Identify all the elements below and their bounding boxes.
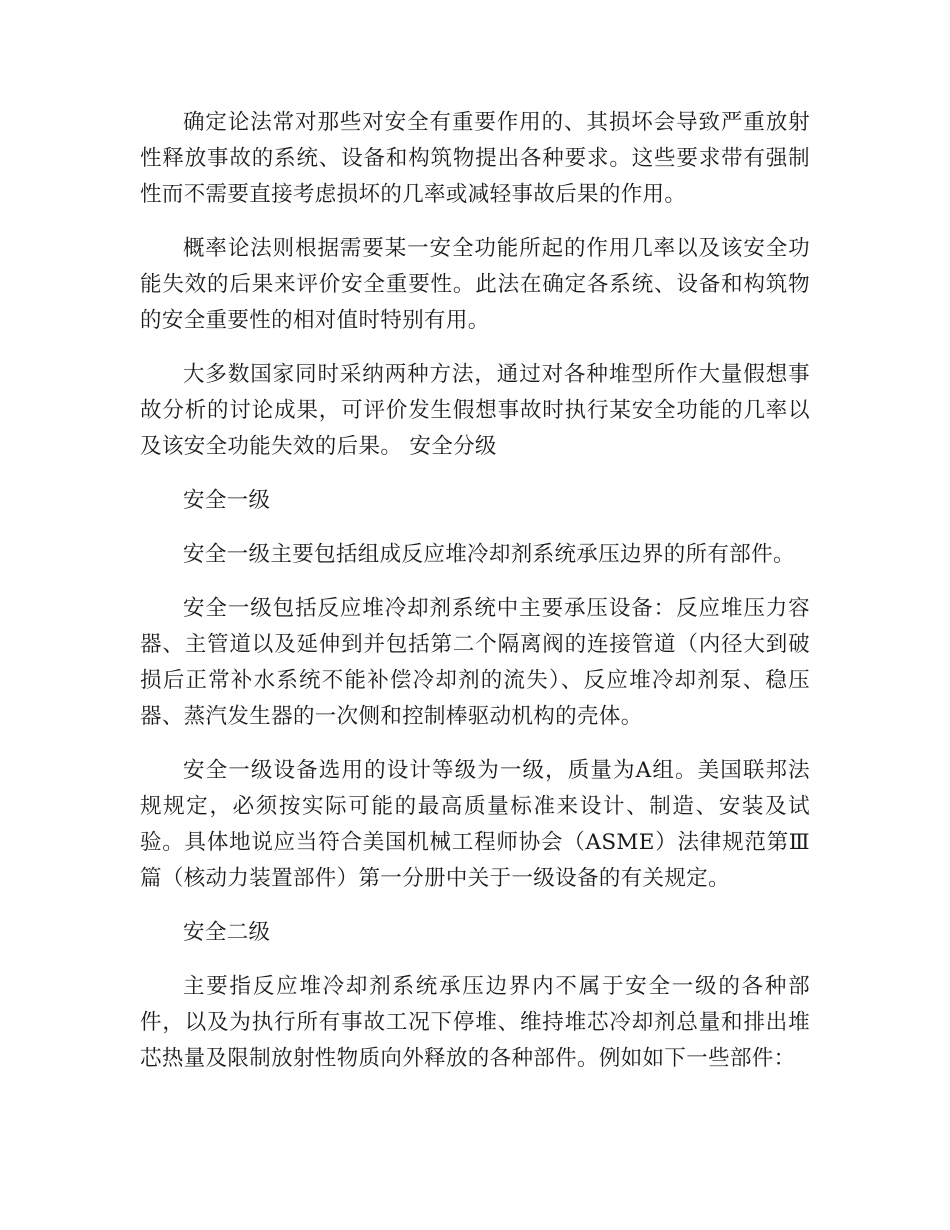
paragraph-probabilistic-method: 概率论法则根据需要某一安全功能所起的作用几率以及该安全功能失效的后果来评价安全重要性。此法在确定各系统、设备和构筑物的安全重要性的相对值时特别有用。 — [140, 236, 810, 333]
paragraph-deterministic-method: 确定论法常对那些对安全有重要作用的、其损坏会导致严重放射性释放事故的系统、设备和构筑物提出各种要求。这些要求带有强制性而不需要直接考虑损坏的几率或减轻事故后果的作用。 — [140, 110, 810, 207]
heading-safety-class-2: 安全二级 — [183, 920, 271, 945]
paragraph-class-1-equipment: 安全一级包括反应堆冷却剂系统中主要承压设备：反应堆压力容器、主管道以及延伸到并包括第二个隔离阀的连接管道（内径大到破损后正常补水系统不能补偿冷却剂的流失）、反应堆冷却剂泵、稳压器、蒸汽发生器的一次侧和控制棒驱动机构的壳体。 — [140, 596, 810, 729]
paragraph-class-1-design: 安全一级设备选用的设计等级为一级，质量为A组。美国联邦法规规定，必须按实际可能的最高质量标准来设计、制造、安装及试验。具体地说应当符合美国机械工程师协会（ASME）法律规范第Ⅲ篇（核动力装置部件）第一分册中关于一级设备的有关规定。 — [140, 758, 810, 891]
heading-safety-class-1: 安全一级 — [183, 488, 271, 513]
paragraph-class-1-scope: 安全一级主要包括组成反应堆冷却剂系统承压边界的所有部件。 — [183, 542, 795, 567]
paragraph-class-2-scope: 主要指反应堆冷却剂系统承压边界内不属于安全一级的各种部件，以及为执行所有事故工况下停堆、维持堆芯冷却剂总量和排出堆芯热量及限制放射性物质向外释放的各种部件。例如如下一些部件： — [140, 974, 810, 1071]
paragraph-combined-methods: 大多数国家同时采纳两种方法，通过对各种堆型所作大量假想事故分析的讨论成果，可评价发生假想事故时执行某安全功能的几率以及该安全功能失效的后果。 安全分级 — [140, 362, 810, 459]
